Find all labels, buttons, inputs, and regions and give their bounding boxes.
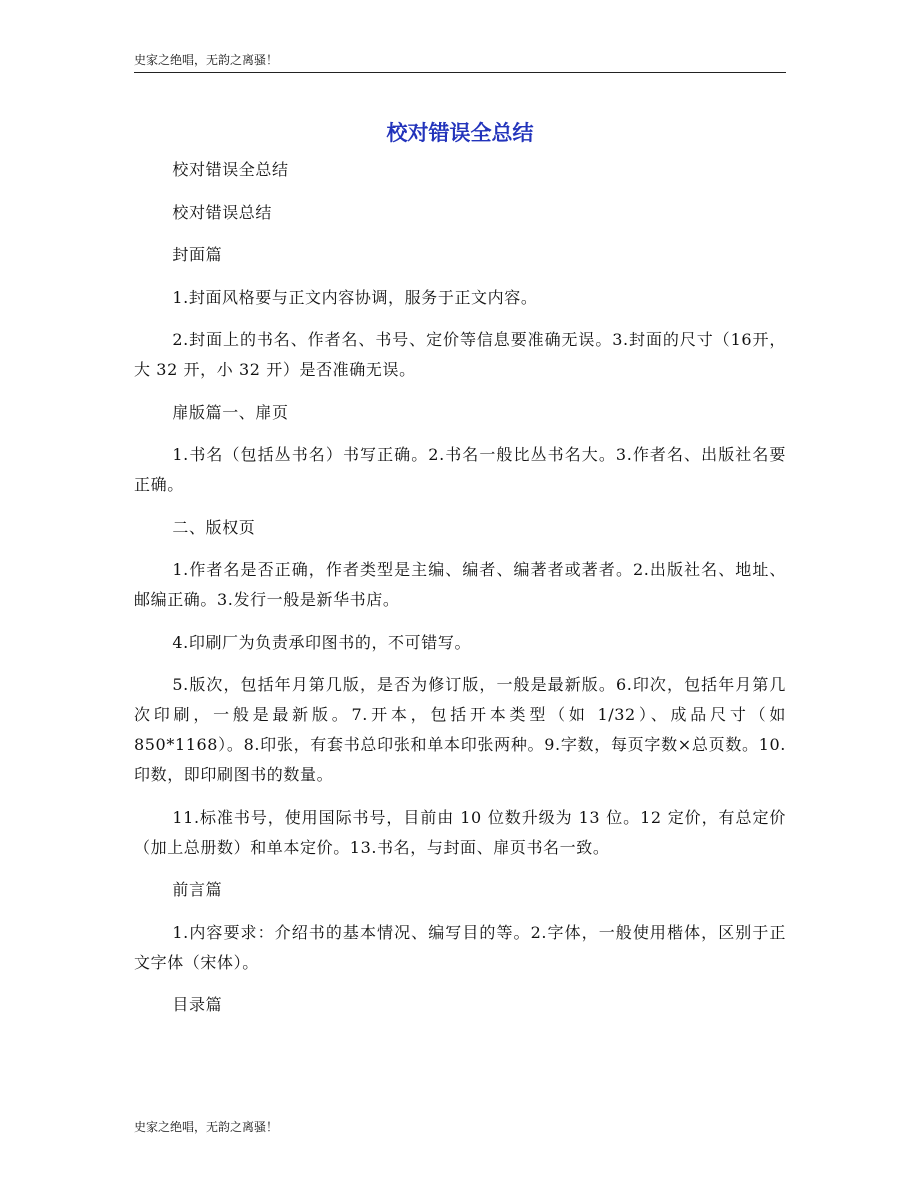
paragraph: 校对错误总结 — [172, 202, 272, 222]
paragraph: 1.作者名是否正确，作者类型是主编、编者、编著者或著者。2.出版社名、地址、邮编正确。3.发行一般是新华书店。 — [134, 560, 786, 609]
footer-text: 史家之绝唱，无韵之离骚！ — [134, 1120, 279, 1134]
document-title: 校对错误全总结 — [386, 121, 534, 145]
paragraph: 封面篇 — [172, 245, 223, 264]
paragraph: 扉版篇一、扉页 — [172, 402, 289, 422]
page-footer — [134, 1119, 786, 1135]
paragraph: 1.书名（包括丛书名）书写正确。2.书名一般比丛书名大。3.作者名、出版社名要正确。 — [134, 445, 786, 494]
page-header — [134, 52, 786, 73]
paragraph: 目录篇 — [172, 995, 223, 1014]
paragraph: 1.内容要求：介绍书的基本情况、编写目的等。2.字体，一般使用楷体，区别于正文字体（宋体）。 — [134, 922, 786, 972]
paragraph: 二、版权页 — [172, 517, 256, 537]
paragraph: 4.印刷厂为负责承印图书的，不可错写。 — [172, 632, 472, 652]
paragraph: 前言篇 — [172, 880, 223, 899]
paragraph: 5.版次，包括年月第几版，是否为修订版，一般是最新版。6.印次，包括年月第几次印刷，一般是最新版。7.开本，包括开本类型（如 1/32）、成品尺寸（如 850*1168）。8.印张，有套书总印张和单本印张两种。9.字数，每页字数×总页数。10.印数，即印刷图书的数量。 — [134, 675, 786, 784]
paragraph: 校对错误全总结 — [172, 160, 289, 179]
paragraph: 2.封面上的书名、作者名、书号、定价等信息要准确无误。3.封面的尺寸（16开，大 32 开，小 32 开）是否准确无误。 — [134, 330, 786, 379]
paragraph: 1.封面风格要与正文内容协调，服务于正文内容。 — [172, 287, 538, 307]
header-text: 史家之绝唱，无韵之离骚！ — [134, 53, 279, 67]
document-body — [134, 155, 786, 1033]
paragraph: 11.标准书号，使用国际书号，目前由 10 位数升级为 13 位。12 定价，有总定价（加上总册数）和单本定价。13.书名，与封面、扉页书名一致。 — [134, 807, 786, 857]
